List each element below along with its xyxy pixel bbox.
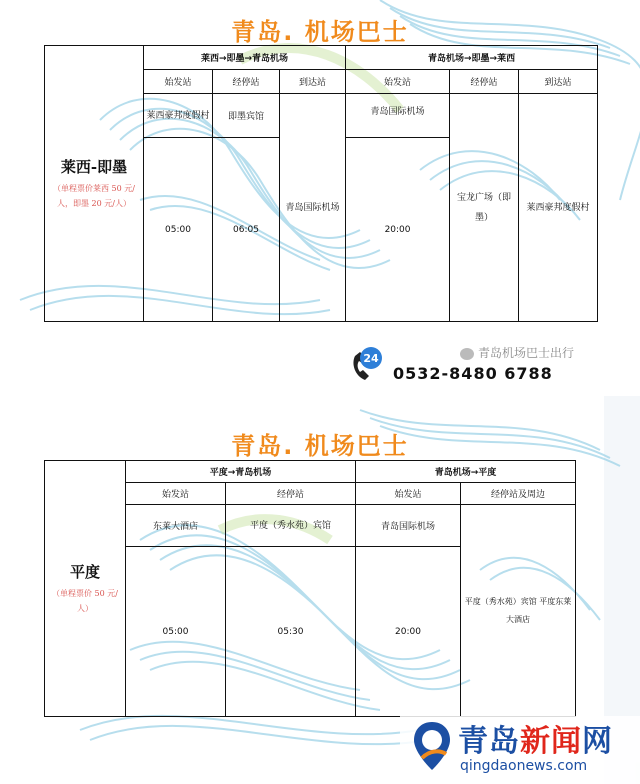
back-origin-station: 青岛国际机场 — [356, 505, 461, 547]
out-stop-time: 05:30 — [226, 547, 356, 717]
back-stop-station: 宝龙广场（即墨） — [450, 94, 519, 322]
phone-badge-text: 24 — [363, 352, 379, 365]
route-outbound-header: 平度→青岛机场 — [126, 461, 356, 483]
col-header: 经停站及周边 — [461, 483, 576, 505]
col-header: 始发站 — [126, 483, 226, 505]
wechat-account-name: 青岛机场巴士出行 — [478, 346, 575, 360]
col-header: 到达站 — [519, 70, 598, 94]
watermark-name-part: 新闻 — [520, 724, 582, 759]
route-price: （单程票价莱西 50 元/人，即墨 20 元/人） — [53, 184, 135, 208]
back-origin-time: 20:00 — [346, 138, 450, 322]
out-destination-station: 青岛国际机场 — [280, 94, 346, 322]
col-header: 到达站 — [280, 70, 346, 94]
out-stop-time: 06:05 — [213, 138, 280, 322]
route-name: 平度 — [69, 563, 100, 581]
out-stop-station: 平度（秀水苑）宾馆 — [226, 505, 356, 547]
panel2-title: 青岛. 机场巴士 — [231, 432, 409, 460]
out-origin-station: 东莱大酒店 — [126, 505, 226, 547]
col-header: 经停站 — [450, 70, 519, 94]
out-stop-station: 即墨宾馆 — [213, 94, 280, 138]
route-return-header: 青岛机场→即墨→莱西 — [346, 46, 598, 70]
out-origin-time: 05:00 — [126, 547, 226, 717]
wechat-account — [460, 344, 574, 361]
col-header: 始发站 — [144, 70, 213, 94]
out-origin-time: 05:00 — [144, 138, 213, 322]
route-return-header: 青岛机场→平度 — [356, 461, 576, 483]
wechat-icon — [460, 348, 474, 360]
route-name-cell — [45, 461, 126, 717]
schedule-table-pingdu — [44, 460, 576, 717]
col-header: 经停站 — [226, 483, 356, 505]
back-origin-time: 20:00 — [356, 547, 461, 717]
back-origin-station: 青岛国际机场 — [346, 94, 450, 138]
watermark-name — [458, 716, 613, 760]
schedule-table-laixi — [44, 45, 598, 322]
col-header: 经停站 — [213, 70, 280, 94]
route-name-cell — [45, 46, 144, 322]
back-destination-station: 莱西豪邦度假村 — [519, 94, 598, 322]
watermark-name-part: 网 — [582, 724, 613, 759]
contact-row — [0, 340, 640, 390]
route-outbound-header: 莱西→即墨→青岛机场 — [144, 46, 346, 70]
col-header: 始发站 — [346, 70, 450, 94]
panel1-title: 青岛. 机场巴士 — [231, 18, 409, 46]
watermark-url: qingdaonews.com — [460, 758, 588, 774]
watermark-name-part: 青岛 — [458, 724, 520, 759]
route-price: （单程票价 50 元/人） — [52, 589, 118, 613]
location-pin-logo-icon — [412, 720, 452, 772]
phone-24h-icon — [349, 346, 383, 384]
schedule-panel-laixi — [0, 0, 640, 340]
route-name: 莱西-即墨 — [60, 158, 128, 176]
qingdaonews-watermark — [400, 716, 640, 784]
col-header: 始发站 — [356, 483, 461, 505]
out-origin-station: 莱西豪邦度假村 — [144, 94, 213, 138]
phone-number: 0532-8480 6788 — [393, 364, 553, 383]
back-stop-stations: 平度（秀水苑）宾馆 平度东莱大酒店 — [461, 505, 576, 717]
